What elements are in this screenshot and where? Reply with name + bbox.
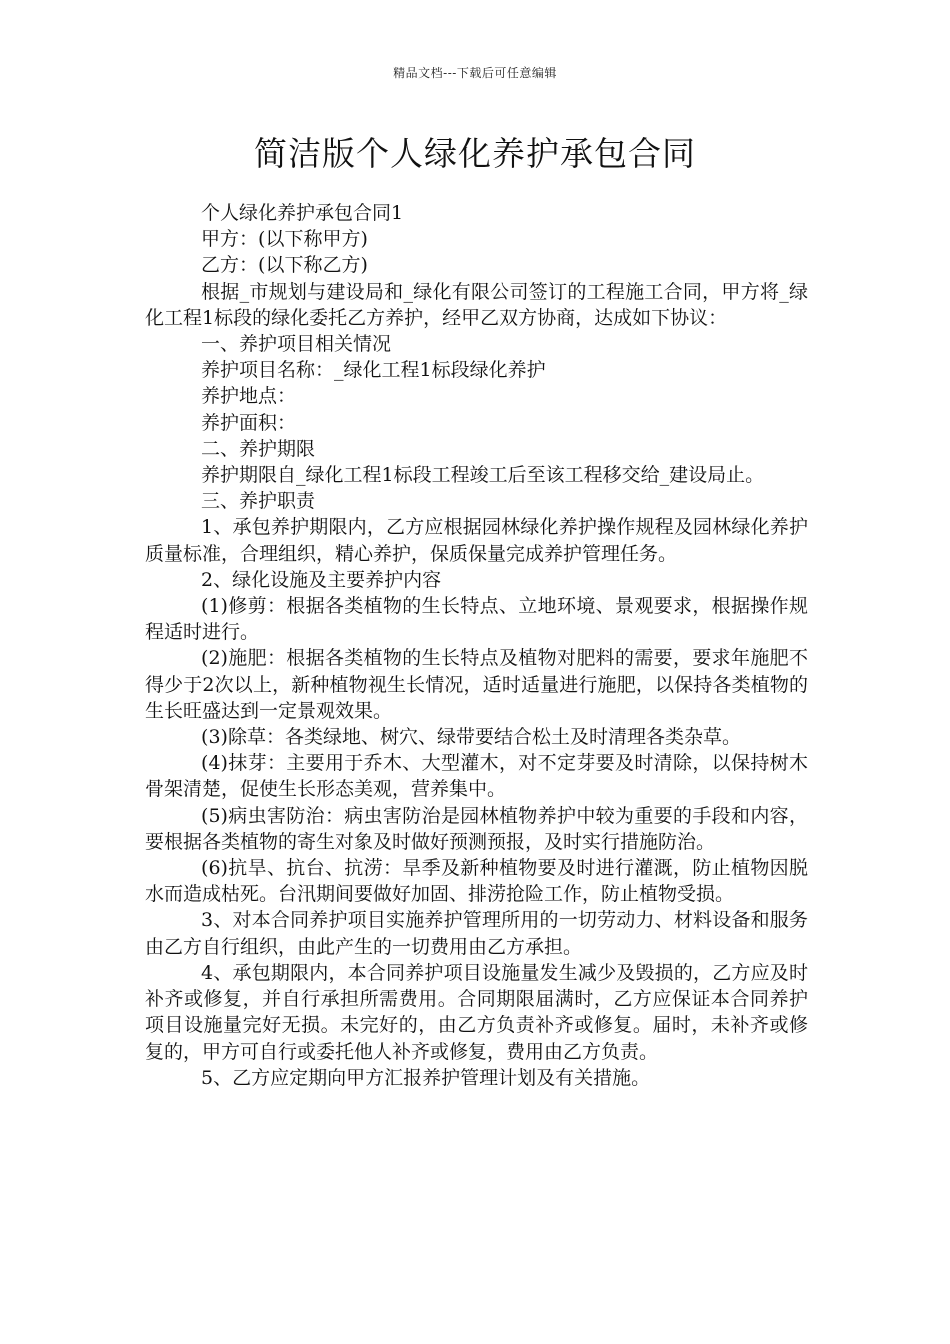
- section-heading-2: 二、养护期限: [201, 437, 316, 460]
- header-note: 精品文档---下载后可任意编辑: [393, 66, 557, 80]
- paragraph-project-location: 养护地点：: [201, 385, 297, 408]
- paragraph-duty-1: 1、承包养护期限内，乙方应根据园林绿化养护操作规程及园林绿化养护质量标准，合理组织，精心养护，保质保量完成养护管理任务。: [145, 516, 808, 565]
- section-heading-1: 一、养护项目相关情况: [201, 333, 392, 356]
- paragraph-project-name: 养护项目名称：_绿化工程1标段绿化养护: [201, 359, 546, 382]
- paragraph-duty-4: 4、承包期限内，本合同养护项目设施量发生减少及毁损的，乙方应及时补齐或修复，并自行承担所需费用。合同期限届满时，乙方应保证本合同养护项目设施量完好无损。未完好的，由乙方负责补齐或修复。届时，未补齐或修复的，甲方可自行或委托他人补齐或修复，费用由乙方负责。: [145, 961, 808, 1063]
- document-title: 简洁版个人绿化养护承包合同: [254, 134, 696, 173]
- paragraph-fertilizing: (2)施肥：根据各类植物的生长特点及植物对肥料的需要，要求年施肥不得少于2次以上，新种植物视生长情况，适时适量进行施肥，以保持各类植物的生长旺盛达到一定景观效果。: [145, 647, 808, 722]
- document-body: [145, 200, 808, 1091]
- paragraph-pruning: (1)修剪：根据各类植物的生长特点、立地环境、景观要求，根据操作规程适时进行。: [145, 595, 808, 644]
- paragraph-party-b: 乙方：(以下称乙方): [201, 254, 368, 277]
- paragraph-preamble: 根据_市规划与建设局和_绿化有限公司签订的工程施工合同，甲方将_绿化工程1标段的绿化委托乙方养护，经甲乙双方协商，达成如下协议：: [145, 280, 808, 329]
- paragraph-weeding: (3)除草：各类绿地、树穴、绿带要结合松土及时清理各类杂草。: [201, 726, 741, 749]
- section-heading-3: 三、养护职责: [201, 490, 316, 513]
- paragraph-duty-2: 2、绿化设施及主要养护内容: [201, 568, 442, 591]
- paragraph-duty-5: 5、乙方应定期向甲方汇报养护管理计划及有关措施。: [201, 1066, 651, 1089]
- paragraph-project-area: 养护面积：: [201, 411, 297, 434]
- paragraph-bud-removal: (4)抹芽：主要用于乔木、大型灌木，对不定芽要及时清除，以保持树木骨架清楚，促使生长形态美观，营养集中。: [145, 752, 808, 801]
- paragraph-pest-control: (5)病虫害防治：病虫害防治是园林植物养护中较为重要的手段和内容，要根据各类植物的寄生对象及时做好预测预报，及时实行措施防治。: [145, 804, 808, 853]
- paragraph-term: 养护期限自_绿化工程1标段工程竣工后至该工程移交给_建设局止。: [201, 464, 765, 487]
- paragraph-drought-typhoon: (6)抗旱、抗台、抗涝：旱季及新种植物要及时进行灌溉，防止植物因脱水而造成枯死。台汛期间要做好加固、排涝抢险工作，防止植物受损。: [145, 857, 808, 906]
- paragraph-party-a: 甲方：(以下称甲方): [201, 228, 368, 251]
- paragraph-duty-3: 3、对本合同养护项目实施养护管理所用的一切劳动力、材料设备和服务由乙方自行组织，由此产生的一切费用由乙方承担。: [145, 909, 808, 958]
- paragraph-contract-label: 个人绿化养护承包合同1: [201, 202, 404, 224]
